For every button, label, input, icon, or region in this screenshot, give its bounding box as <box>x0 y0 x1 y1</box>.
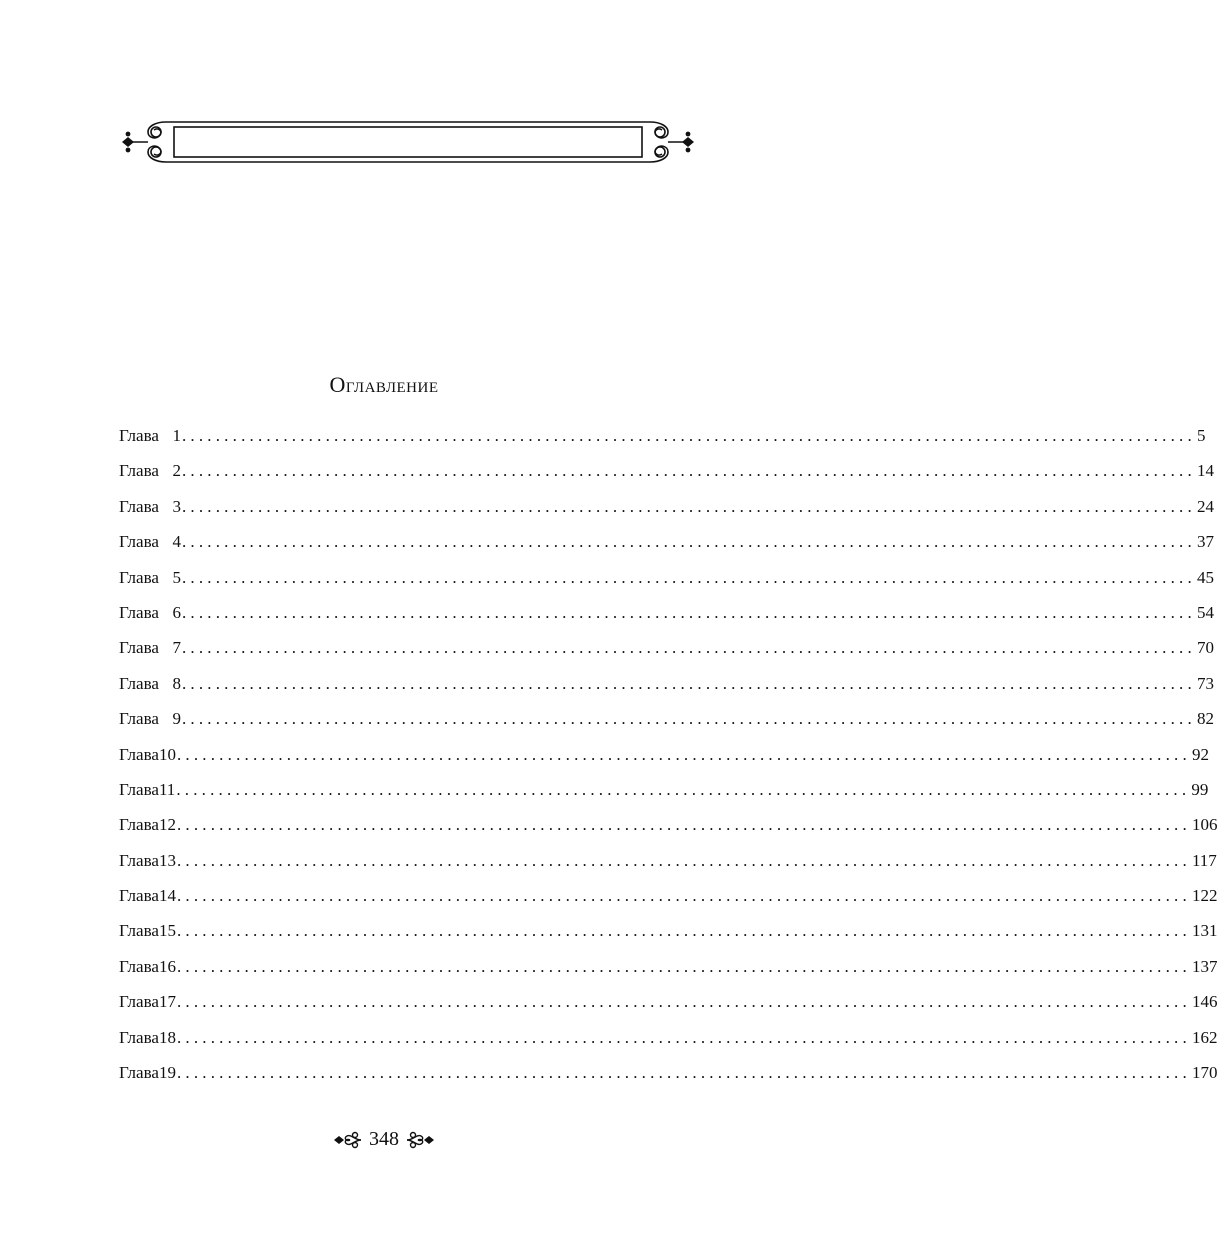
toc-entry-label: Глава <box>119 886 159 906</box>
dot-leader: ........................................................................................................................ <box>181 426 1196 445</box>
dot-leader: ........................................................................................................................ <box>181 496 1196 516</box>
toc-entry-page: 37 <box>1196 532 1214 552</box>
toc-entry <box>119 779 1209 815</box>
toc-entry-number: 18 <box>158 1027 176 1047</box>
toc-entry <box>119 461 1214 496</box>
toc-entry-number: 6 <box>172 602 181 622</box>
toc-entry <box>119 1027 1217 1063</box>
toc-entry-label: Глава <box>119 815 159 835</box>
dot-leader: ........................................................................................................................ <box>176 921 1191 941</box>
table-of-contents <box>119 426 1217 1098</box>
toc-entry <box>119 1063 1217 1098</box>
toc-entry-number: 13 <box>158 850 176 870</box>
toc-entry <box>119 638 1214 673</box>
flourish-icon <box>405 1130 435 1150</box>
dot-leader: ........................................................................................................................ <box>176 992 1191 1012</box>
page-number: 348 <box>369 1128 399 1150</box>
toc-entry-label: Глава <box>119 709 159 729</box>
dot-leader: ........................................................................................................................ <box>176 850 1191 870</box>
toc-entry-page: 162 <box>1191 1027 1217 1047</box>
toc-entry <box>119 532 1214 567</box>
toc-entry-label: Глава <box>119 602 159 622</box>
toc-entry-label: Глава <box>119 1063 159 1083</box>
flourish-icon <box>333 1130 363 1150</box>
dot-leader: ........................................................................................................................ <box>176 886 1191 906</box>
dot-leader: ........................................................................................................................ <box>181 673 1196 693</box>
toc-entry-label: Глава <box>119 496 159 516</box>
toc-entry-number: 1 <box>172 426 181 445</box>
toc-entry-number: 12 <box>158 815 176 835</box>
dot-leader: ........................................................................................................................ <box>181 709 1196 729</box>
toc-entry-number: 2 <box>172 461 181 481</box>
dot-leader: ........................................................................................................................ <box>176 1027 1191 1047</box>
toc-entry-page: 73 <box>1196 673 1214 693</box>
ornamental-frame-icon <box>118 110 698 170</box>
toc-entry-number: 15 <box>158 921 176 941</box>
toc-entry-page: 24 <box>1196 496 1214 516</box>
toc-entry-label: Глава <box>119 779 159 799</box>
toc-entry-label: Глава <box>119 992 159 1012</box>
dot-leader: ........................................................................................................................ <box>181 461 1196 481</box>
toc-entry-label: Глава <box>119 921 159 941</box>
toc-entry-label: Глава <box>119 956 159 976</box>
toc-entry-number: 11 <box>158 779 176 799</box>
toc-entry-page: 131 <box>1191 921 1217 941</box>
toc-entry-page: 137 <box>1191 956 1217 976</box>
dot-leader: ........................................................................................................................ <box>176 1063 1191 1083</box>
toc-entry-label: Глава <box>119 850 159 870</box>
toc-entry-label: Глава <box>119 532 159 552</box>
dot-leader: ........................................................................................................................ <box>176 956 1191 976</box>
toc-entry-label: Глава <box>119 567 159 587</box>
toc-entry-page: 45 <box>1196 567 1214 587</box>
dot-leader: ........................................................................................................................ <box>181 532 1196 552</box>
dot-leader: ........................................................................................................................ <box>176 779 1191 799</box>
dot-leader: ........................................................................................................................ <box>181 602 1196 622</box>
toc-entry-number: 10 <box>158 744 176 764</box>
toc-entry-page: 170 <box>1191 1063 1217 1083</box>
toc-entry <box>119 921 1217 956</box>
toc-entry-page: 99 <box>1191 779 1209 799</box>
toc-entry-label: Глава <box>119 426 159 445</box>
toc-entry-page: 70 <box>1196 638 1214 658</box>
toc-entry-page: 106 <box>1191 815 1217 835</box>
toc-entry-label: Глава <box>119 461 159 481</box>
dot-leader: ........................................................................................................................ <box>181 567 1196 587</box>
toc-entry-page: 14 <box>1196 461 1214 481</box>
toc-entry-page: 146 <box>1191 992 1217 1012</box>
toc-entry-label: Глава <box>119 673 159 693</box>
toc-entry-number: 8 <box>172 673 181 693</box>
toc-entry-page: 117 <box>1191 850 1217 870</box>
toc-entry-page: 54 <box>1196 602 1214 622</box>
toc-entry <box>119 673 1214 709</box>
toc-entry-number: 16 <box>158 956 176 976</box>
toc-entry <box>119 602 1214 638</box>
toc-entry-number: 9 <box>172 709 181 729</box>
toc-entry <box>119 744 1209 780</box>
toc-entry <box>119 567 1214 603</box>
toc-entry-number: 4 <box>172 532 181 552</box>
toc-entry-number: 5 <box>172 567 181 587</box>
toc-entry-page: 5 <box>1196 426 1206 445</box>
toc-entry <box>119 815 1217 850</box>
toc-entry-page: 122 <box>1191 886 1217 906</box>
toc-entry-number: 17 <box>158 992 176 1012</box>
toc-entry <box>119 850 1217 886</box>
toc-entry-label: Глава <box>119 744 159 764</box>
page-title: Оглавление <box>329 372 439 397</box>
toc-entry-page: 82 <box>1196 709 1214 729</box>
dot-leader: ........................................................................................................................ <box>176 815 1191 835</box>
dot-leader: ........................................................................................................................ <box>176 744 1191 764</box>
toc-entry-number: 7 <box>172 638 181 658</box>
toc-entry <box>119 992 1217 1027</box>
toc-entry <box>119 709 1214 744</box>
toc-entry-label: Глава <box>119 638 159 658</box>
toc-entry <box>119 426 1206 461</box>
page-footer <box>0 1128 768 1151</box>
toc-entry <box>119 956 1217 992</box>
toc-entry-number: 3 <box>172 496 181 516</box>
toc-entry <box>119 496 1214 532</box>
toc-entry-number: 19 <box>158 1063 176 1083</box>
toc-entry-page: 92 <box>1191 744 1209 764</box>
toc-entry-label: Глава <box>119 1027 159 1047</box>
dot-leader: ........................................................................................................................ <box>181 638 1196 658</box>
toc-entry-number: 14 <box>158 886 176 906</box>
toc-entry <box>119 886 1217 921</box>
